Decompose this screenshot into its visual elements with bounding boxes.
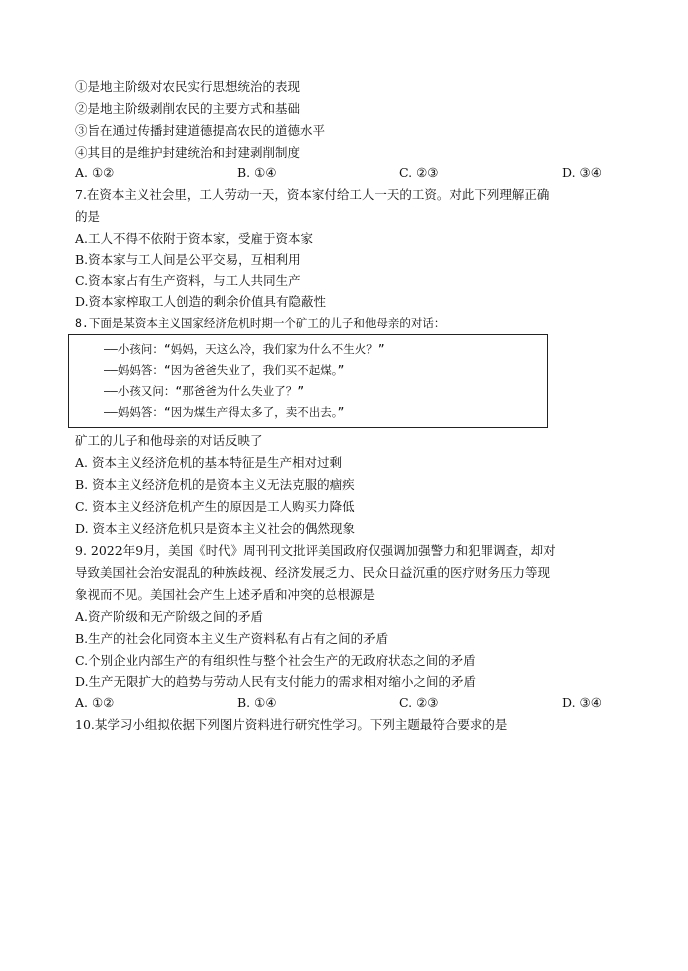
q6-options: [75, 162, 602, 184]
q7-option-a: A.工人不得不依附于资本家，受雇于资本家: [75, 231, 314, 246]
q9-option-c: C. ②③: [399, 695, 439, 710]
q9-option-d: D. ③④: [562, 695, 602, 710]
q8-dialogue-box: [68, 334, 548, 428]
q9-item-c: C.个别企业内部生产的有组织性与整个社会生产的无政府状态之间的矛盾: [75, 653, 476, 668]
q9-options: [75, 692, 602, 714]
q8-dialogue-line-3: ——小孩又问：“那爸爸为什么失业了？”: [104, 384, 305, 398]
q9-stem-line-2: 导致美国社会治安混乱的种族歧视、经济发展乏力、民众日益沉重的医疗财务压力等现: [75, 565, 551, 580]
q8-dialogue-line-1: ——小孩问：“妈妈，天这么冷，我们家为什么不生火？”: [104, 342, 385, 356]
q9-option-a: A. ①②: [75, 695, 115, 710]
q6-item-2: ②是地主阶级剥削农民的主要方式和基础: [75, 101, 301, 116]
q9-item-a: A.资产阶级和无产阶级之间的矛盾: [75, 609, 264, 624]
q7-stem-line-1: 7.在资本主义社会里，工人劳动一天，资本家付给工人一天的工资。对此下列理解正确: [75, 187, 550, 202]
q6-item-4: ④其目的是维护封建统治和封建剥削制度: [75, 145, 301, 160]
q8-option-a: A. 资本主义经济危机的基本特征是生产相对过剩: [75, 455, 342, 470]
q8-dialogue-line-2: ——妈妈答：“因为爸爸失业了，我们买不起煤。”: [104, 363, 345, 377]
q8-dialogue-line-4: ——妈妈答：“因为煤生产得太多了，卖不出去。”: [104, 405, 345, 419]
q6-option-c: C. ②③: [399, 165, 439, 180]
q8-option-d: D. 资本主义经济危机只是资本主义社会的偶然现象: [75, 521, 356, 536]
q8-option-c: C. 资本主义经济危机产生的原因是工人购买力降低: [75, 499, 355, 514]
q9-item-d: D.生产无限扩大的趋势与劳动人民有支付能力的需求相对缩小之间的矛盾: [75, 674, 477, 689]
q7-option-d: D.资本家榨取工人创造的剩余价值具有隐蔽性: [75, 294, 327, 309]
q9-item-b: B.生产的社会化同资本主义生产资料私有占有之间的矛盾: [75, 631, 389, 646]
q9-stem-line-3: 象视而不见。美国社会产生上述矛盾和冲突的总根源是: [75, 587, 376, 602]
q10-stem: 10.某学习小组拟依据下列图片资料进行研究性学习。下列主题最符合要求的是: [75, 717, 508, 732]
q8-question: 矿工的儿子和他母亲的对话反映了: [75, 433, 263, 448]
q8-option-b: B. 资本主义经济危机的是资本主义无法克服的痼疾: [75, 477, 355, 492]
q7-stem-line-2: 的是: [75, 209, 101, 224]
q6-option-a: A. ①②: [75, 165, 115, 180]
q8-stem: 8.下面是某资本主义国家经济危机时期一个矿工的儿子和他母亲的对话：: [75, 316, 446, 330]
q9-stem-line-1: 9. 2022年9月，美国《时代》周刊刊文批评美国政府仅强调加强警力和犯罪调查，却对: [75, 543, 556, 558]
q9-option-b: B. ①④: [237, 695, 277, 710]
q6-item-1: ①是地主阶级对农民实行思想统治的表现: [75, 79, 301, 94]
q6-item-3: ③旨在通过传播封建道德提高农民的道德水平: [75, 123, 326, 138]
q6-option-d: D. ③④: [562, 165, 602, 180]
q7-option-b: B.资本家与工人间是公平交易，互相利用: [75, 252, 301, 267]
q6-option-b: B. ①④: [237, 165, 277, 180]
q7-option-c: C.资本家占有生产资料，与工人共同生产: [75, 273, 301, 288]
